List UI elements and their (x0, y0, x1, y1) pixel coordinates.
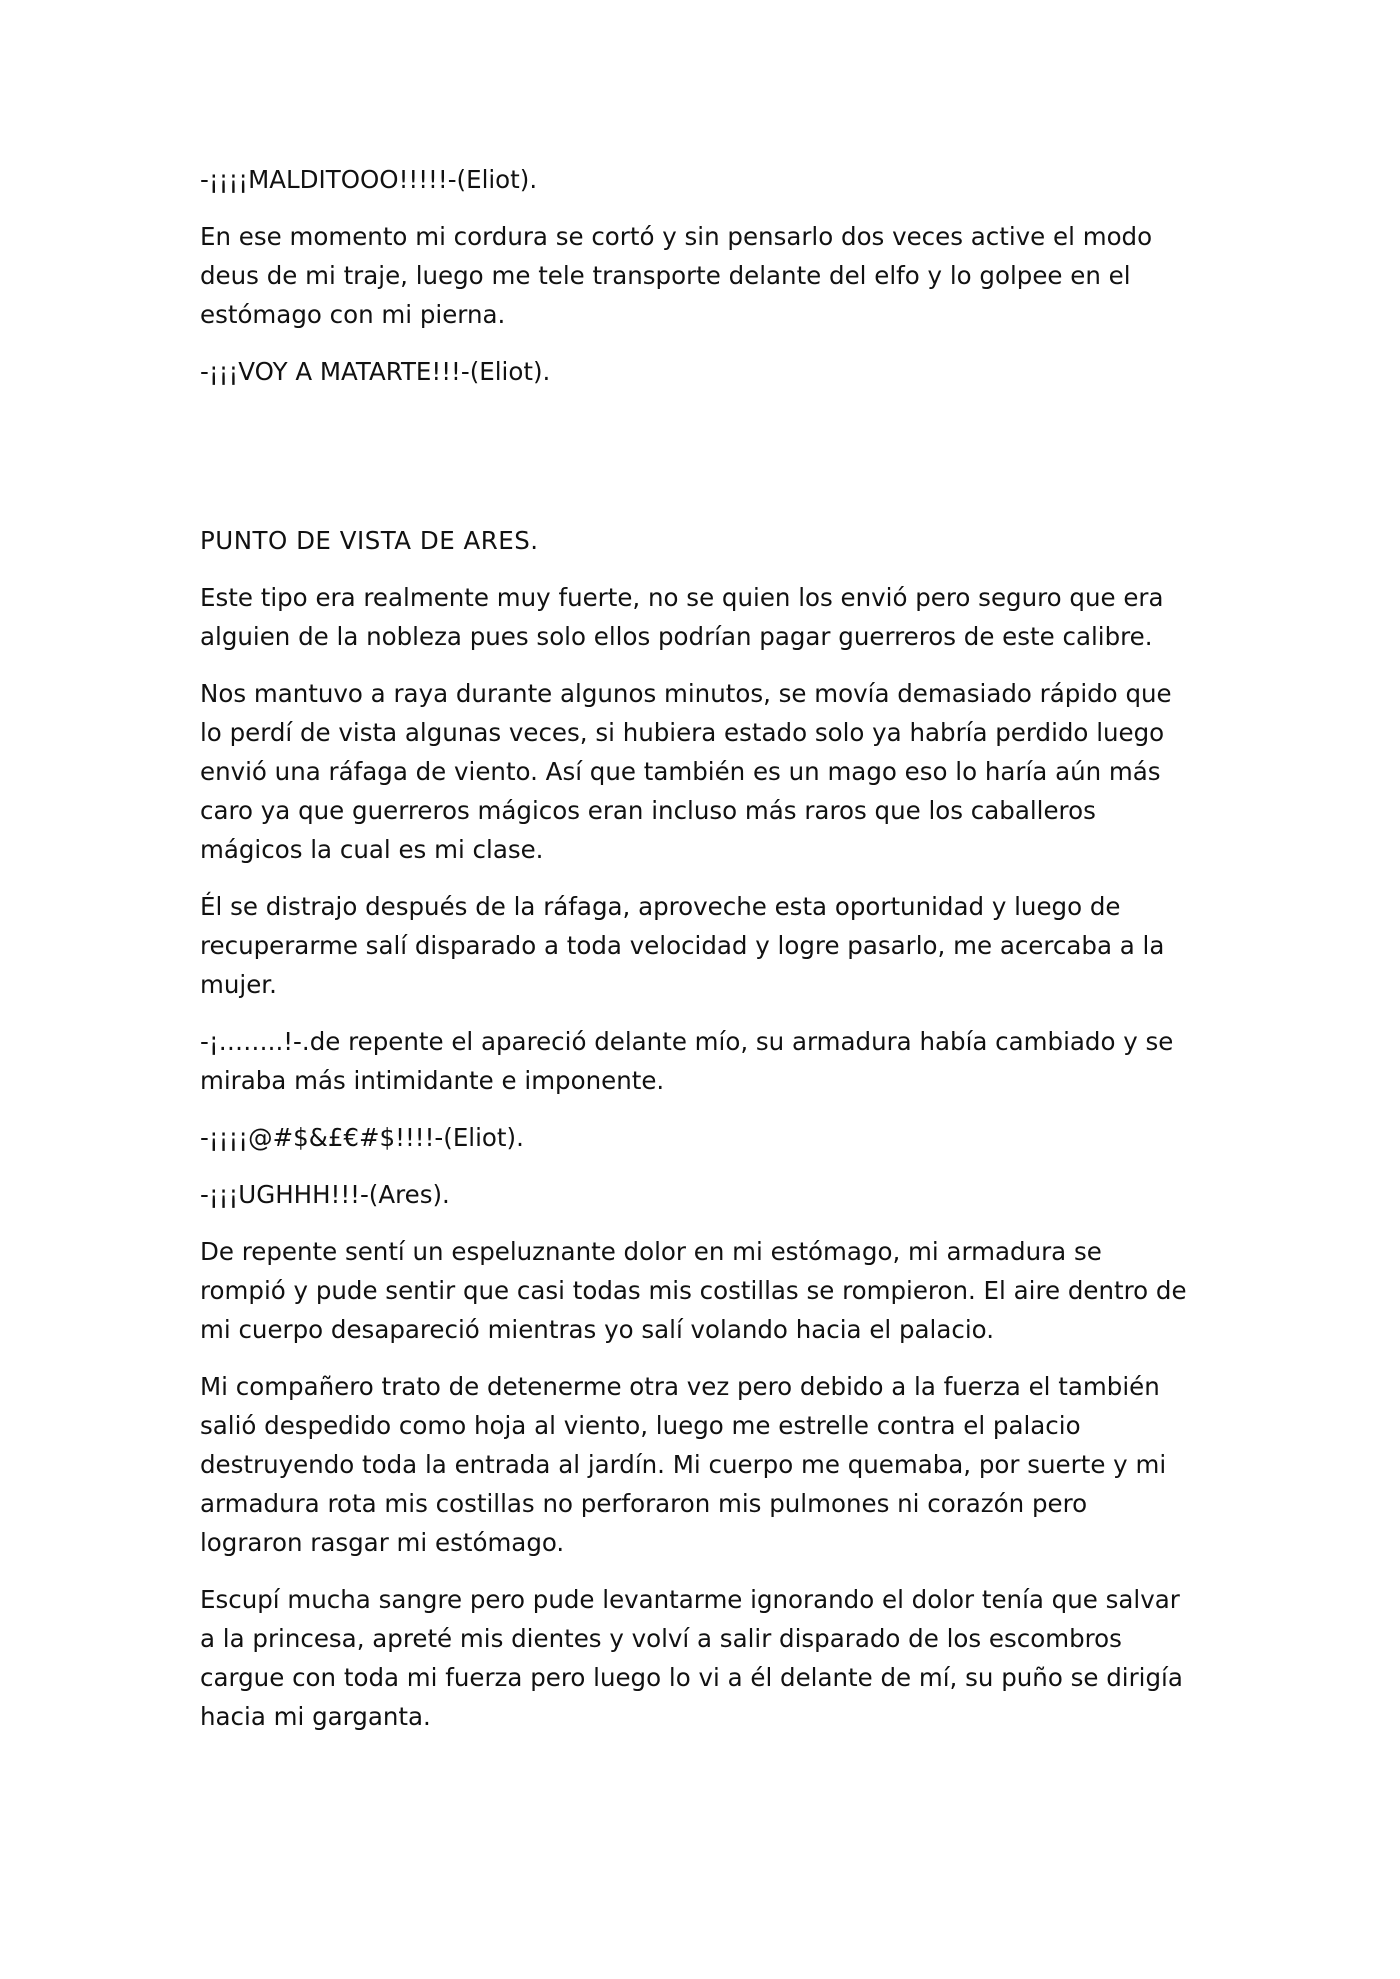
dialogue-line: -¡¡¡¡@#$&£€#$!!!!-(Eliot). (200, 1123, 524, 1152)
dialogue-line: -¡¡¡VOY A MATARTE!!!-(Eliot). (200, 357, 551, 386)
dialogue-line: -¡¡¡UGHHH!!!-(Ares). (200, 1180, 450, 1209)
paragraph: Mi compañero trato de detenerme otra vez pero debido a la fuerza el también salió despedido como hoja al viento, luego me estrelle contra el palacio destruyendo toda la entrada al jardín. Mi cuerpo me quemaba, por suerte y mi armadura rota mis costillas no perforaron mis pulmones ni corazón pero lograron rasgar mi estómago. (200, 1372, 1167, 1557)
paragraph: En ese momento mi cordura se cortó y sin pensarlo dos veces active el modo deus de mi traje, luego me tele transporte delante del elfo y lo golpee en el estómago con mi pierna. (200, 222, 1153, 329)
paragraph: Nos mantuvo a raya durante algunos minutos, se movía demasiado rápido que lo perdí de vista algunas veces, si hubiera estado solo ya habría perdido luego envió una ráfaga de viento. Así que también es un mago eso lo haría aún más caro ya que guerreros mágicos eran incluso más raros que los caballeros mágicos la cual es mi clase. (200, 679, 1172, 864)
paragraph: Él se distrajo después de la ráfaga, aproveche esta oportunidad y luego de recuperarme salí disparado a toda velocidad y logre pasarlo, me acercaba a la mujer. (200, 892, 1165, 999)
dialogue-line: -¡¡¡¡MALDITOOO!!!!!-(Eliot). (200, 165, 538, 194)
paragraph: Escupí mucha sangre pero pude levantarme ignorando el dolor tenía que salvar a la princesa, apreté mis dientes y volví a salir disparado de los escombros cargue con toda mi fuerza pero luego lo vi a él delante de mí, su puño se dirigía hacia mi garganta. (200, 1585, 1183, 1731)
paragraph: -¡……..!-.de repente el apareció delante mío, su armadura había cambiado y se miraba más intimidante e imponente. (200, 1027, 1174, 1095)
document-page (200, 160, 1190, 1754)
paragraph: Este tipo era realmente muy fuerte, no se quien los envió pero seguro que era alguien de la nobleza pues solo ellos podrían pagar guerreros de este calibre. (200, 583, 1164, 651)
paragraph: De repente sentí un espeluznante dolor en mi estómago, mi armadura se rompió y pude sentir que casi todas mis costillas se rompieron. El aire dentro de mi cuerpo desapareció mientras yo salí volando hacia el palacio. (200, 1237, 1187, 1344)
section-heading: PUNTO DE VISTA DE ARES. (200, 526, 539, 555)
